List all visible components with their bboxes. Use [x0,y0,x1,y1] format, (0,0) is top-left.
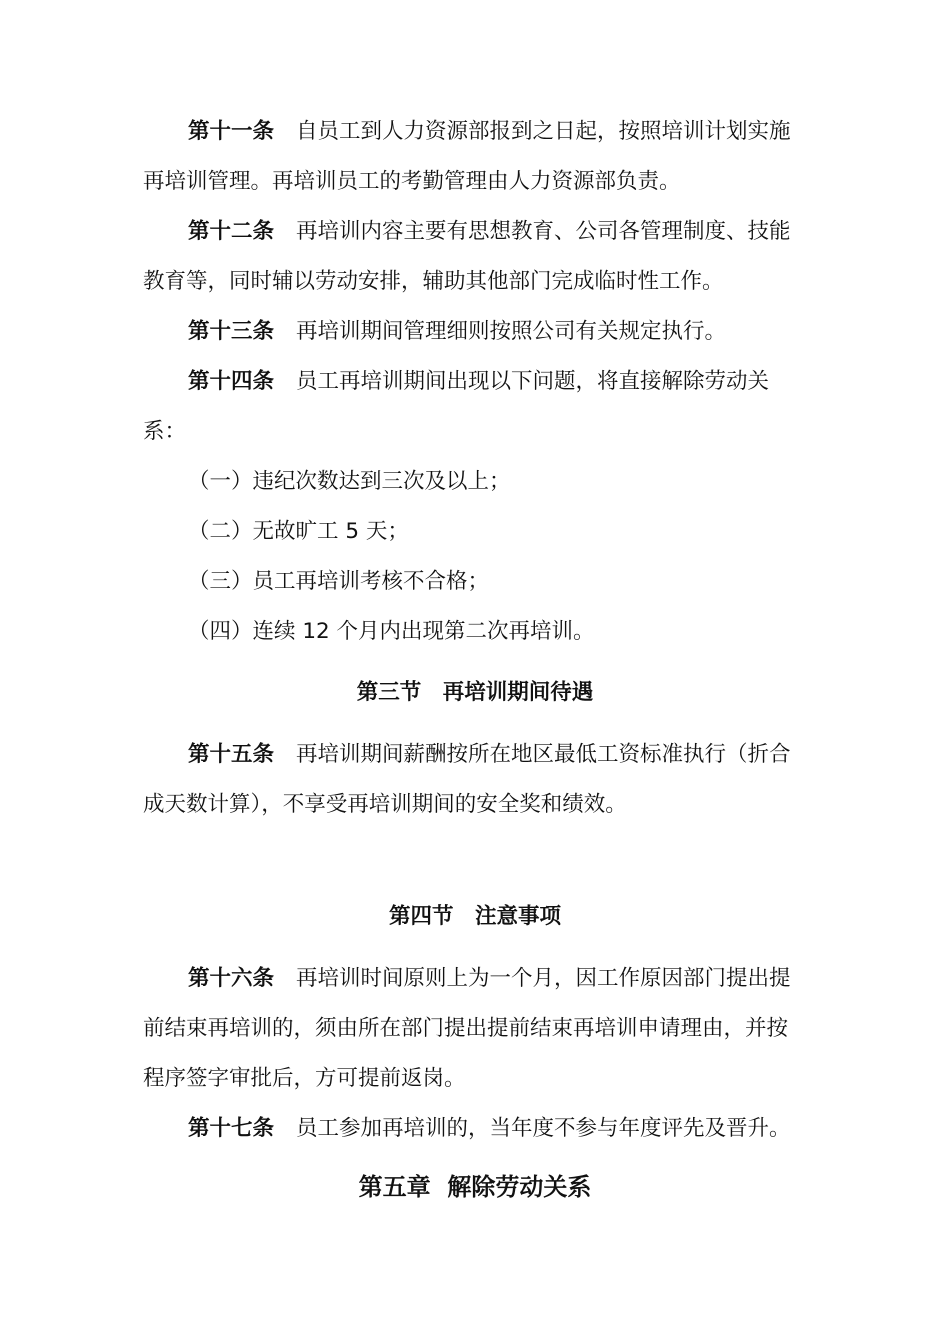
list-item: （二）无故旷工 5 天； [188,519,409,544]
section-4-title: 第四节 注意事项 [388,904,561,929]
article-11-number: 第十一条 [188,119,275,144]
article-17-line-1 [188,1114,791,1144]
article-16-text-1: 再培训时间原则上为一个月，因工作原因部门提出提 [296,966,791,991]
article-15-number: 第十五条 [188,742,275,767]
article-11-line-1 [188,117,791,147]
list-item: （一）违纪次数达到三次及以上； [188,469,511,494]
article-11-text-1: 自员工到人力资源部报到之日起，按照培训计划实施 [296,119,791,144]
article-13-number: 第十三条 [188,319,275,344]
article-13-line-1 [188,317,726,347]
article-12-line-2: 教育等，同时辅以劳动安排，辅助其他部门完成临时性工作。 [143,269,724,294]
article-11-line-2: 再培训管理。再培训员工的考勤管理由人力资源部负责。 [143,169,681,194]
article-14-line-2: 系： [143,419,187,444]
article-15-line-2: 成天数计算），不享受再培训期间的安全奖和绩效。 [143,792,627,817]
list-item: （四）连续 12 个月内出现第二次再培训。 [188,619,595,644]
article-12-line-1 [188,217,791,247]
article-17-text-1: 员工参加再培训的，当年度不参与年度评先及晋升。 [296,1116,791,1141]
article-12-text-1: 再培训内容主要有思想教育、公司各管理制度、技能 [296,219,791,244]
article-16-line-1 [188,964,791,994]
article-17-number: 第十七条 [188,1116,275,1141]
article-13-text-1: 再培训期间管理细则按照公司有关规定执行。 [296,319,727,344]
list-item: （三）员工再培训考核不合格； [188,569,490,594]
article-16-number: 第十六条 [188,966,275,991]
article-16-line-3: 程序签字审批后，方可提前返岗。 [143,1066,466,1091]
article-14-text-1: 员工再培训期间出现以下问题，将直接解除劳动关 [296,369,770,394]
article-14-number: 第十四条 [188,369,275,394]
chapter-5-title: 第五章 解除劳动关系 [358,1173,592,1201]
article-15-line-1 [188,740,791,770]
article-15-text-1: 再培训期间薪酬按所在地区最低工资标准执行（折合 [296,742,791,767]
article-12-number: 第十二条 [188,219,275,244]
article-14-line-1 [188,367,769,397]
section-3-title: 第三节 再培训期间待遇 [356,680,594,705]
article-16-line-2: 前结束再培训的，须由所在部门提出提前结束再培训申请理由，并按 [143,1016,789,1041]
